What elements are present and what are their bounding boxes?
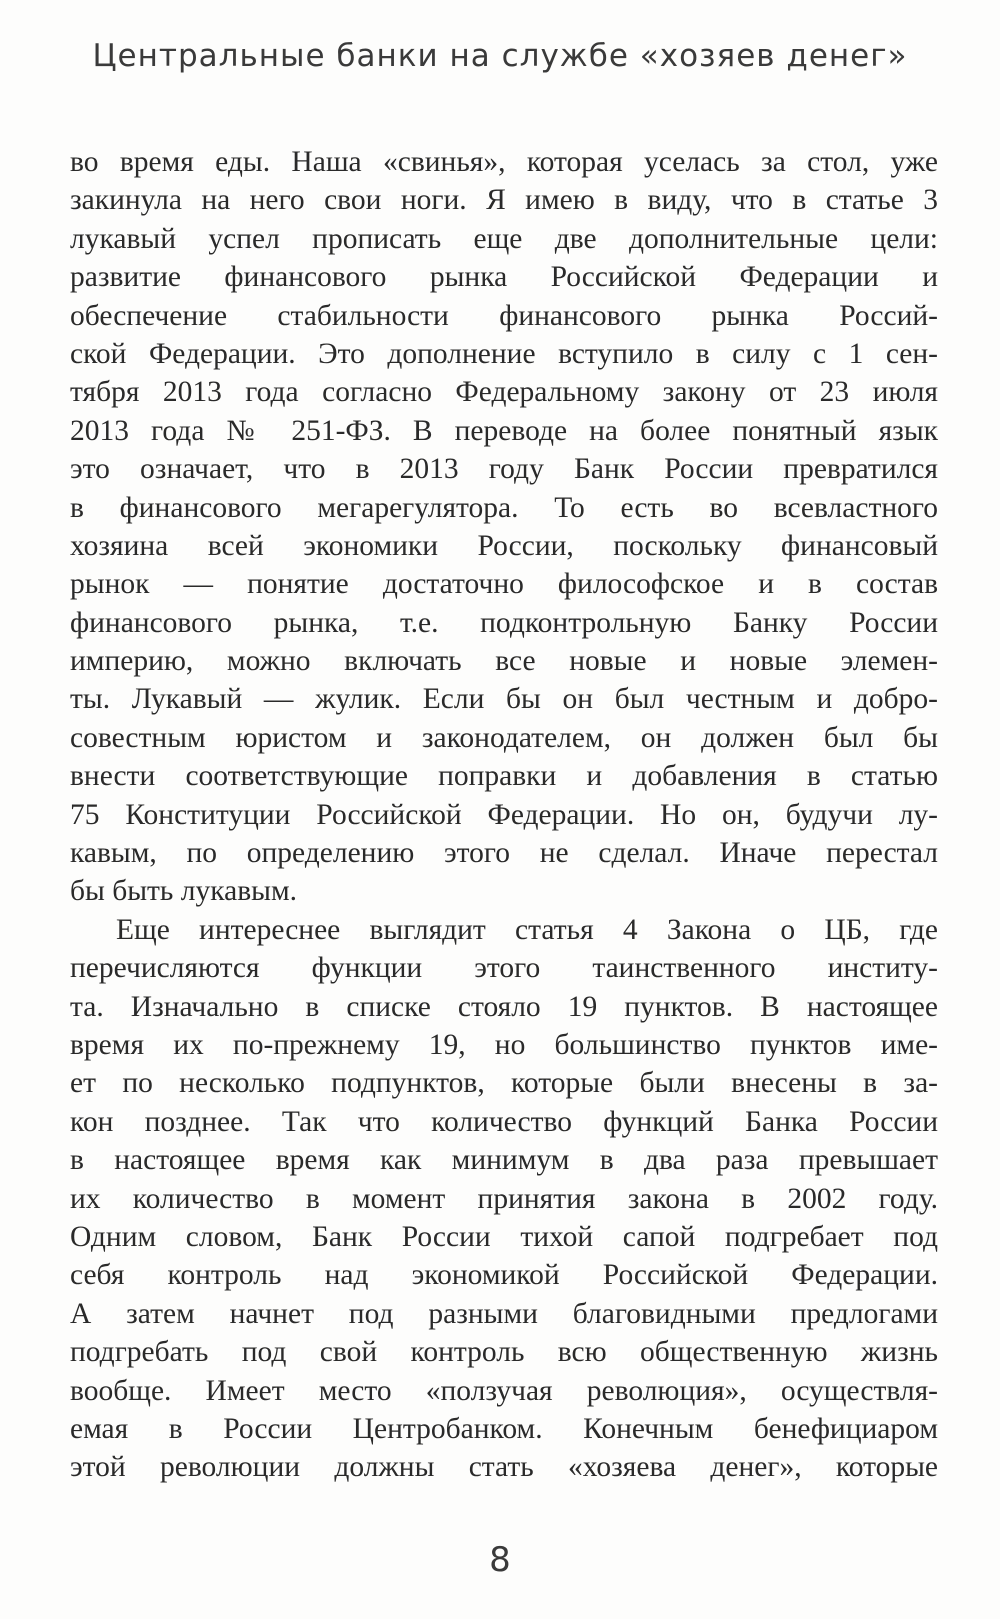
- text-line: емая в России Центробанком. Конечным бенефициаром: [70, 1412, 938, 1445]
- text-line: ет по несколько подпунктов, которые были внесены в за-: [70, 1067, 938, 1100]
- text-line: А затем начнет под разными благовидными предлогами: [70, 1297, 938, 1330]
- text-line: в финансового мегарегулятора. То есть во всевластного: [70, 491, 938, 524]
- text-line: в настоящее время как минимум в два раза превышает: [70, 1144, 938, 1177]
- text-line: вообще. Имеет место «ползучая революция», осуществля-: [70, 1374, 938, 1407]
- page-number: 8: [489, 1540, 511, 1580]
- text-line: кавым, по определению этого не сделал. Иначе перестал: [70, 837, 938, 870]
- text-line: тября 2013 года согласно Федеральному закону от 23 июля: [70, 376, 938, 409]
- text-line: время их по-прежнему 19, но большинство пунктов име-: [70, 1028, 938, 1061]
- text-line: обеспечение стабильности финансового рынка Россий-: [70, 299, 938, 332]
- paragraph-start-line: Еще интереснее выглядит статья 4 Закона о ЦБ, где: [116, 913, 938, 946]
- text-line: 2013 года № 251-ФЗ. В переводе на более понятный язык: [70, 414, 938, 447]
- text-line: ской Федерации. Это дополнение вступило в силу с 1 сен-: [70, 337, 938, 370]
- text-line: рынок — понятие достаточно философское и в состав: [70, 568, 938, 601]
- body-text: [70, 143, 938, 1487]
- text-line: внести соответствующие поправки и добавления в статью: [70, 760, 938, 793]
- text-line: закинула на него свои ноги. Я имею в виду, что в статье 3: [70, 184, 938, 217]
- paragraph-end-line: бы быть лукавым.: [70, 875, 297, 908]
- text-line: перечисляются функции этого таинственного институ-: [70, 952, 938, 985]
- text-line: во время еды. Наша «свинья», которая уселась за стол, уже: [70, 146, 938, 178]
- text-line: хозяина всей экономики России, поскольку финансовый: [70, 529, 938, 562]
- text-line: совестным юристом и законодателем, он должен был бы: [70, 721, 938, 754]
- text-line: Одним словом, Банк России тихой сапой подгребает под: [70, 1220, 938, 1253]
- text-line: подгребать под свой контроль всю общественную жизнь: [70, 1336, 938, 1369]
- text-line: кон позднее. Так что количество функций Банка России: [70, 1105, 938, 1138]
- text-line: финансового рынка, т.е. подконтрольную Банку России: [70, 606, 938, 639]
- text-line: себя контроль над экономикой Российской Федерации.: [70, 1259, 938, 1292]
- text-line: их количество в момент принятия закона в 2002 году.: [70, 1182, 938, 1215]
- text-line: империю, можно включать все новые и новые элемен-: [70, 645, 938, 678]
- text-line: этой революции должны стать «хозяева денег», которые: [70, 1451, 938, 1484]
- text-line: 75 Конституции Российской Федерации. Но он, будучи лу-: [70, 798, 938, 831]
- text-line: ты. Лукавый — жулик. Если бы он был честным и добро-: [70, 683, 938, 716]
- text-line: та. Изначально в списке стояло 19 пунктов. В настоящее: [70, 990, 938, 1023]
- running-head: Центральные банки на службе «хозяев денег»: [92, 38, 908, 74]
- text-line: развитие финансового рынка Российской Федерации и: [70, 261, 938, 294]
- text-line: это означает, что в 2013 году Банк России превратился: [70, 453, 938, 486]
- text-line: лукавый успел прописать еще две дополнительные цели:: [70, 222, 938, 255]
